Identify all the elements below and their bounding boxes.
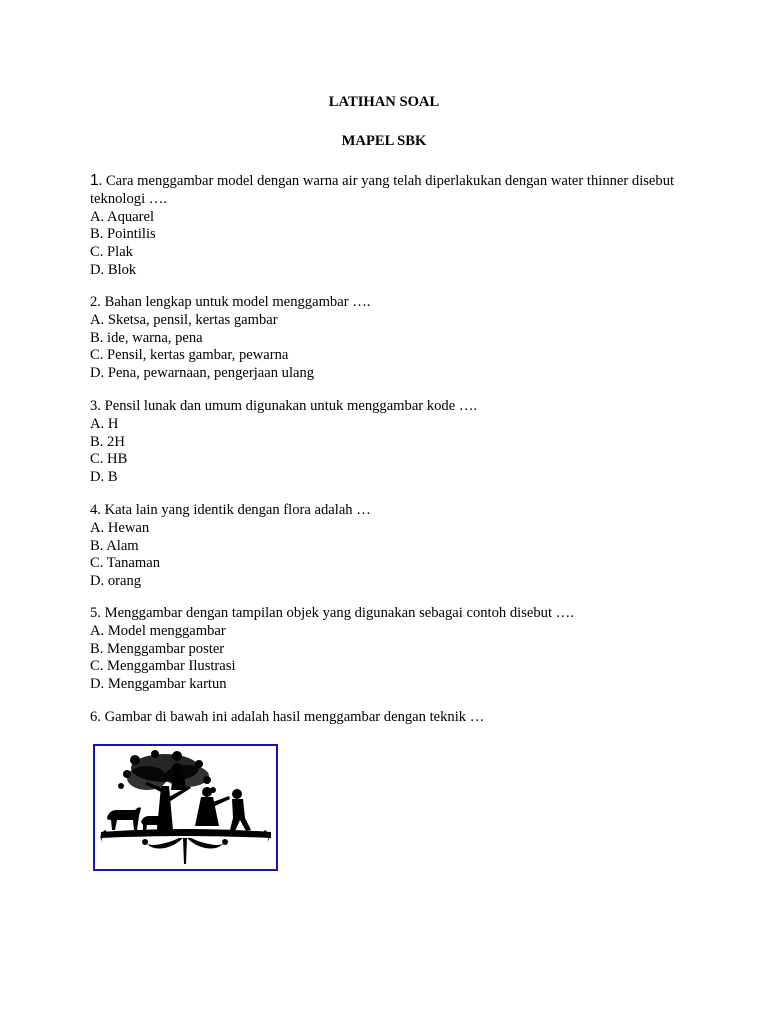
question-6	[90, 709, 680, 727]
question-text: 2. Bahan lengkap untuk model menggambar ….	[90, 294, 371, 310]
question-5	[90, 605, 680, 694]
option-c: C. Pensil, kertas gambar, pewarna	[90, 347, 289, 364]
question-number: 2	[90, 294, 98, 310]
option-d: D. Pena, pewarnaan, pengerjaan ulang	[90, 365, 315, 382]
question-text: 4. Kata lain yang identik dengan flora adalah …	[90, 502, 371, 518]
silhouette-art	[95, 746, 275, 868]
option-b: B. 2H	[90, 433, 125, 450]
option-c: C. Tanaman	[90, 555, 161, 572]
question-number: 4	[90, 502, 98, 518]
option-d: D. Menggambar kartun	[90, 676, 227, 693]
document-subtitle: MAPEL SBK	[341, 133, 427, 149]
option-b: B. Menggambar poster	[90, 640, 225, 657]
option-b: B. Pointilis	[90, 226, 156, 243]
question-number: 3	[90, 398, 98, 414]
silhouette-illustration-icon	[93, 744, 278, 871]
question-number: 1	[90, 172, 99, 189]
question-text: 5. Menggambar dengan tampilan objek yang digunakan sebagai contoh disebut ….	[90, 605, 574, 621]
question-3	[90, 398, 680, 487]
question-number: 6	[90, 709, 98, 725]
option-a: A. H	[90, 415, 119, 432]
option-d: D. B	[90, 469, 118, 486]
option-a: A. Sketsa, pensil, kertas gambar	[90, 311, 278, 328]
question-text: 6. Gambar di bawah ini adalah hasil menggambar dengan teknik …	[90, 709, 485, 725]
question-text: 3. Pensil lunak dan umum digunakan untuk menggambar kode ….	[90, 398, 478, 414]
option-b: B. Alam	[90, 537, 139, 554]
option-a: A. Aquarel	[90, 208, 155, 225]
option-d: D. Blok	[90, 261, 137, 278]
option-c: C. Menggambar Ilustrasi	[90, 658, 236, 675]
option-a: A. Model menggambar	[90, 622, 226, 639]
option-d: D. orang	[90, 573, 142, 590]
option-b: B. ide, warna, pena	[90, 329, 203, 346]
question-2	[90, 294, 680, 383]
question-number: 5	[90, 605, 98, 621]
option-c: C. HB	[90, 451, 128, 468]
question-1	[90, 172, 680, 280]
document-title: LATIHAN SOAL	[328, 94, 440, 110]
question-text: 1. Cara menggambar model dengan warna air yang telah diperlakukan dengan water thinner disebut teknologi ….	[90, 172, 675, 207]
option-c: C. Plak	[90, 244, 133, 261]
option-a: A. Hewan	[90, 519, 150, 536]
question-4	[90, 502, 680, 591]
